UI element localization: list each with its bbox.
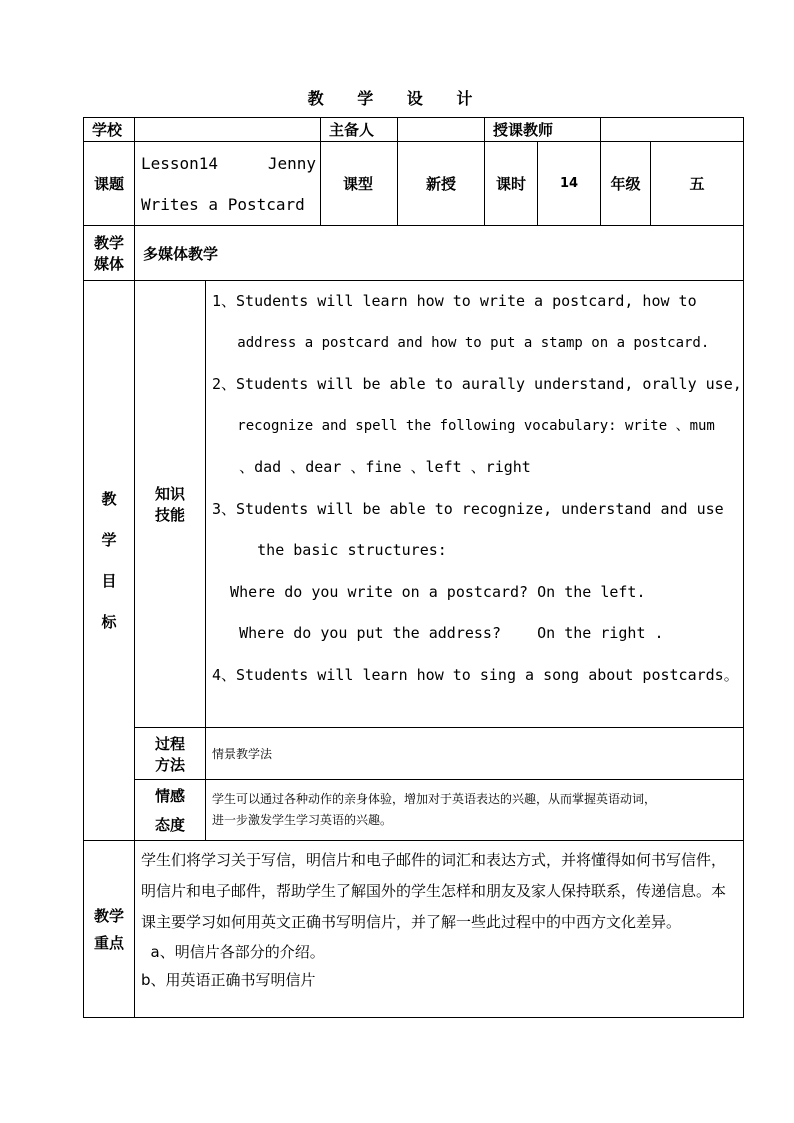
period-value: 14	[538, 142, 601, 226]
knowledge-label	[135, 281, 206, 728]
focus-label-line1: 教学	[93, 907, 124, 925]
knowledge-line: 3、Students will be able to recognize, understand and use	[212, 499, 724, 518]
lesson-plan-table	[83, 117, 744, 1018]
row-topic	[84, 142, 744, 226]
attitude-line: 学生可以通过各种动作的亲身体验，增加对于英语表达的兴趣，从而掌握英语动词，	[212, 792, 657, 806]
period-label: 课时	[485, 142, 538, 226]
knowledge-line: Where do you put the address? On the right .	[212, 624, 664, 642]
media-label-line2: 媒体	[93, 255, 124, 273]
document-title: 教 学 设 计	[307, 89, 487, 108]
goals-label-char: 教	[101, 489, 117, 508]
teacher-value	[601, 118, 744, 142]
attitude-label-line1: 情感	[154, 787, 185, 805]
row-attitude	[84, 780, 744, 841]
row-school	[84, 118, 744, 142]
process-label	[135, 728, 206, 780]
topic-line1-a: Lesson14	[141, 153, 219, 173]
media-label	[84, 226, 135, 281]
topic-line2: Writes a Postcard	[141, 194, 305, 214]
knowledge-line: recognize and spell the following vocabulary: write 、mum	[212, 417, 715, 434]
attitude-line: 进一步激发学生学习英语的兴趣。	[212, 813, 393, 827]
knowledge-line: 4、Students will learn how to sing a song about postcards。	[212, 665, 739, 684]
grade-value: 五	[651, 142, 744, 226]
topic-label: 课题	[84, 142, 135, 226]
host-label: 主备人	[321, 118, 398, 142]
school-value	[135, 118, 321, 142]
row-media	[84, 226, 744, 281]
focus-paragraph: 学生们将学习关于写信，明信片和电子邮件的词汇和表达方式，并将懂得如何书写信件，明信片和电子邮件，帮助学生了解国外的学生怎样和朋友及家人保持联系，传递信息。本课主要学习如何用英文正确书写明信片，并了解一些此过程中的中西方文化差异。	[141, 851, 727, 931]
goals-label	[84, 281, 135, 841]
media-label-line1: 教学	[93, 234, 124, 252]
knowledge-line: 2、Students will be able to aurally understand, orally use,	[212, 375, 742, 393]
knowledge-label-line2: 技能	[154, 506, 185, 524]
focus-item-a: a、明信片各部分的介绍。	[141, 943, 325, 961]
grade-label: 年级	[601, 142, 651, 226]
row-focus	[84, 841, 744, 1018]
knowledge-line: address a postcard and how to put a stamp on a postcard.	[212, 334, 710, 351]
knowledge-line: the basic structures:	[212, 541, 447, 559]
goals-label-char: 标	[101, 612, 117, 631]
type-value: 新授	[398, 142, 485, 226]
knowledge-label-line1: 知识	[154, 485, 185, 503]
topic-line1-b: Jenny	[267, 153, 316, 173]
process-label-line1: 过程	[154, 734, 185, 753]
host-value	[398, 118, 485, 142]
focus-label	[84, 841, 135, 1018]
row-process	[84, 728, 744, 780]
goals-label-char: 学	[101, 530, 117, 549]
type-label: 课型	[321, 142, 398, 226]
school-label: 学校	[84, 118, 135, 142]
knowledge-line: 1、Students will learn how to write a postcard, how to	[212, 292, 697, 310]
focus-item-b: b、用英语正确书写明信片	[141, 971, 316, 989]
process-value: 情景教学法	[206, 728, 744, 780]
media-value: 多媒体教学	[135, 226, 744, 281]
teacher-label: 授课教师	[485, 118, 601, 142]
process-label-line2: 方法	[154, 755, 185, 774]
attitude-label	[135, 780, 206, 841]
focus-content	[135, 841, 744, 1018]
focus-label-line2: 重点	[93, 934, 124, 952]
knowledge-content	[206, 281, 744, 728]
attitude-value	[206, 780, 744, 841]
knowledge-line: 、dad 、dear 、fine 、left 、right	[212, 458, 531, 476]
attitude-label-line2: 态度	[154, 816, 185, 834]
row-knowledge	[84, 281, 744, 728]
knowledge-line: Where do you write on a postcard? On the left.	[212, 582, 646, 601]
topic-value	[135, 142, 321, 226]
goals-label-char: 目	[101, 571, 117, 590]
